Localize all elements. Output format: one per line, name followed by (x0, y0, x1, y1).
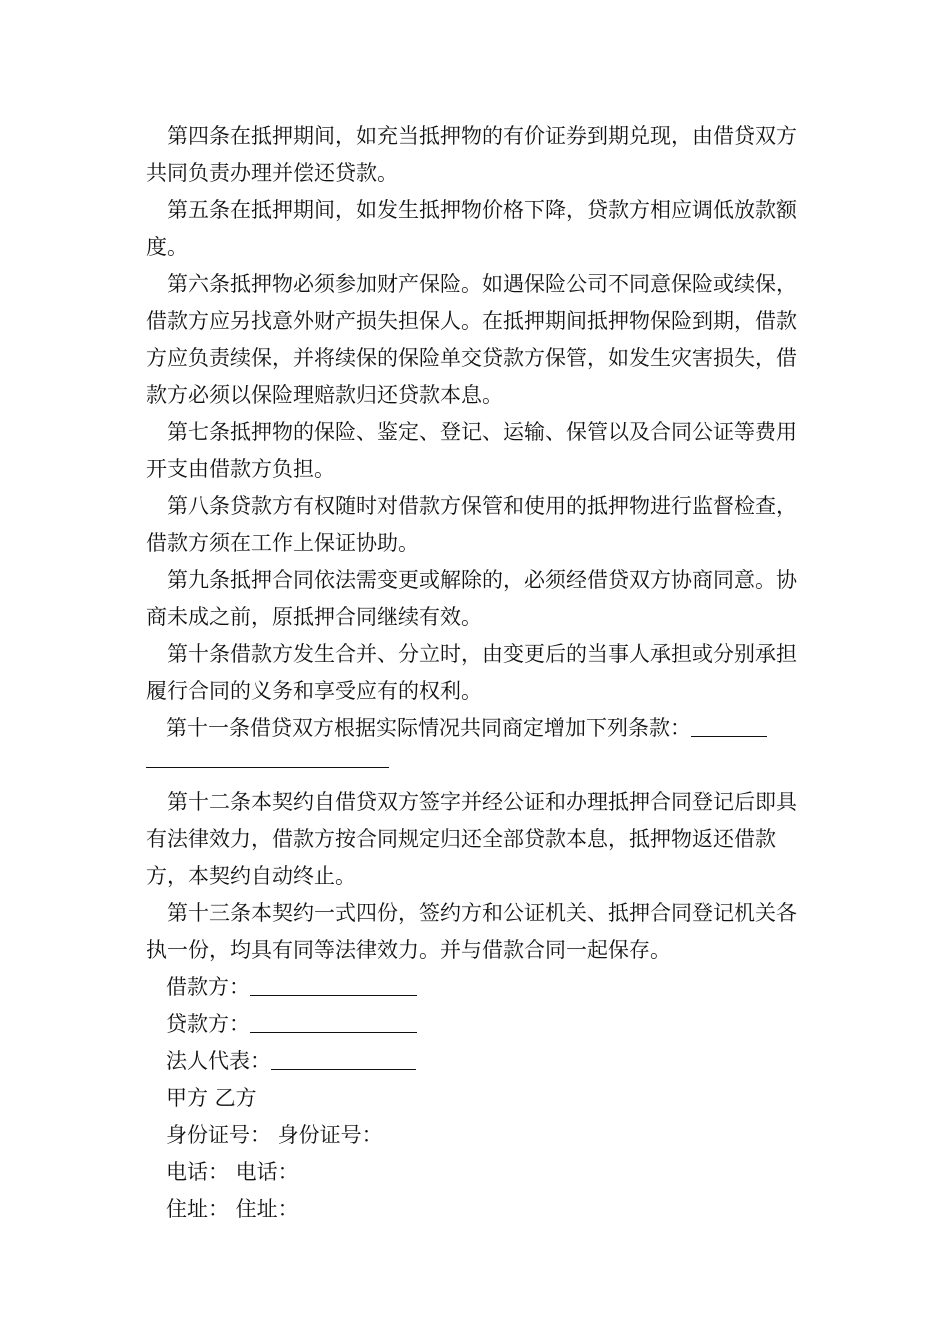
borrower-signature (146, 969, 810, 1006)
article-10: 第十条借款方发生合并、分立时，由变更后的当事人承担或分别承担履行合同的义务和享受应有的权利。 (146, 642, 797, 703)
id-number-line: 身份证号： 身份证号： (166, 1123, 383, 1147)
address-line: 住址： 住址： (166, 1197, 299, 1221)
legal-rep-blank (271, 1047, 416, 1070)
legal-rep-signature (146, 1043, 810, 1080)
article-11 (146, 710, 810, 747)
article-8: 第八条贷款方有权随时对借款方保管和使用的抵押物进行监督检查，借款方须在工作上保证协助。 (146, 494, 797, 555)
phone-line: 电话： 电话： (166, 1160, 299, 1184)
lender-label: 贷款方： (166, 1012, 250, 1036)
article-11-text: 第十一条借贷双方根据实际情况共同商定增加下列条款： (166, 716, 691, 740)
lender-signature (146, 1006, 810, 1043)
parties-line: 甲方 乙方 (166, 1086, 257, 1110)
lender-blank (250, 1010, 417, 1033)
article-13: 第十三条本契约一式四份，签约方和公证机关、抵押合同登记机关各执一份，均具有同等法律效力。并与借款合同一起保存。 (146, 901, 797, 962)
article-12: 第十二条本契约自借贷双方签字并经公证和办理抵押合同登记后即具有法律效力，借款方按合同规定归还全部贷款本息，抵押物返还借款方，本契约自动终止。 (146, 790, 797, 888)
article-7: 第七条抵押物的保险、鉴定、登记、运输、保管以及合同公证等费用开支由借款方负担。 (146, 420, 797, 481)
article-9: 第九条抵押合同依法需变更或解除的，必须经借贷双方协商同意。协商未成之前，原抵押合同继续有效。 (146, 568, 797, 629)
borrower-label: 借款方： (166, 975, 250, 999)
article-4: 第四条在抵押期间，如充当抵押物的有价证券到期兑现，由借贷双方共同负责办理并偿还贷款。 (146, 124, 797, 185)
borrower-blank (250, 973, 417, 996)
article-6: 第六条抵押物必须参加财产保险。如遇保险公司不同意保险或续保，借款方应另找意外财产损失担保人。在抵押期间抵押物保险到期，借款方应负责续保，并将续保的保险单交贷款方保管，如发生灾害损失，借款方必须以保险理赔款归还贷款本息。 (146, 272, 797, 407)
legal-rep-label: 法人代表： (166, 1049, 271, 1073)
article-11-blank-line (146, 749, 389, 768)
article-11-blank (691, 714, 767, 737)
article-5: 第五条在抵押期间，如发生抵押物价格下降，贷款方相应调低放款额度。 (146, 198, 797, 259)
document-page (146, 118, 810, 1228)
article-11-blank-line-row (146, 747, 810, 784)
